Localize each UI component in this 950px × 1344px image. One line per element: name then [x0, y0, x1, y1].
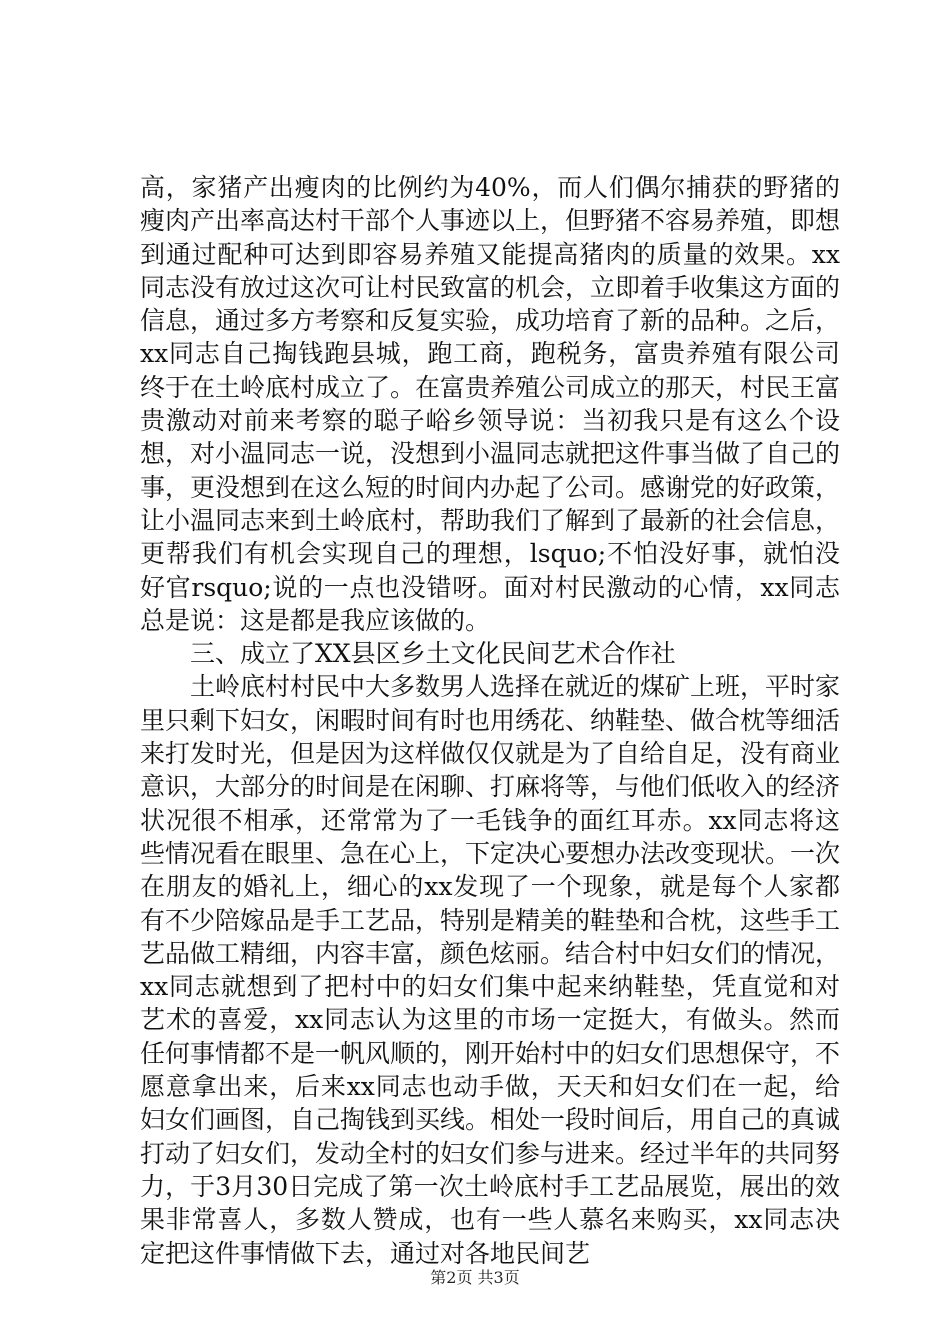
paragraph-pig-breeding: 高，家猪产出瘦肉的比例约为40%，而人们偶尔捕获的野猪的瘦肉产出率高达村干部个人事迹以上，但野猪不容易养殖，即想到通过配种可达到即容易养殖又能提高猪肉的质量的效果。xx同志没有放过这次可让村民致富的机会，立即着手收集这方面的信息，通过多方考察和反复实验，成功培育了新的品种。之后，xx同志自己掏钱跑县城，跑工商，跑税务，富贵养殖有限公司终于在土岭底村成立了。在富贵养殖公司成立的那天，村民王富贵激动对前来考察的聪子峪乡领导说：当初我只是有这么个设想，对小温同志一说，没想到小温同志就把这件事当做了自己的事，更没想到在这么短的时间内办起了公司。感谢党的好政策，让小温同志来到土岭底村，帮助我们了解到了最新的社会信息，更帮我们有机会实现自己的理想，lsquo;不怕没好事，就怕没好官rsquo;说的一点也没错呀。面对村民激动的心情，xx同志总是说：这是都是我应该做的。	[140, 173, 841, 635]
section-heading-cooperative: 三、成立了XX县区乡土文化民间艺术合作社	[190, 639, 676, 669]
paragraph-handicraft: 土岭底村村民中大多数男人选择在就近的煤矿上班，平时家里只剩下妇女，闲暇时间有时也用绣花、纳鞋垫、做合枕等细活来打发时光，但是因为这样做仅仅就是为了自给自足，没有商业意识，大部分的时间是在闲聊、打麻将等，与他们低收入的经济状况很不相承，还常常为了一毛钱争的面红耳赤。xx同志将这些情况看在眼里、急在心上，下定决心要想办法改变现状。一次在朋友的婚礼上，细心的xx发现了一个现象，就是每个人家都有不少陪嫁品是手工艺品，特别是精美的鞋垫和合枕，这些手工艺品做工精细，内容丰富，颜色炫丽。结合村中妇女们的情况，xx同志就想到了把村中的妇女们集中起来纳鞋垫，凭直觉和对艺术的喜爱，xx同志认为这里的市场一定挺大，有做头。然而任何事情都不是一帆风顺的，刚开始村中的妇女们思想保守，不愿意拿出来，后来xx同志也动手做，天天和妇女们在一起，给妇女们画图，自己掏钱到买线。相处一段时间后，用自己的真诚打动了妇女们，发动全村的妇女们参与进来。经过半年的共同努力，于3月30日完成了第一次土岭底村手工艺品展览，展出的效果非常喜人，多数人赞成，也有一些人慕名来购买，xx同志决定把这件事情做下去，通过对各地民间艺	[140, 672, 841, 1268]
page-number-footer: 第2页 共3页	[430, 1268, 520, 1287]
document-body	[140, 171, 840, 1270]
